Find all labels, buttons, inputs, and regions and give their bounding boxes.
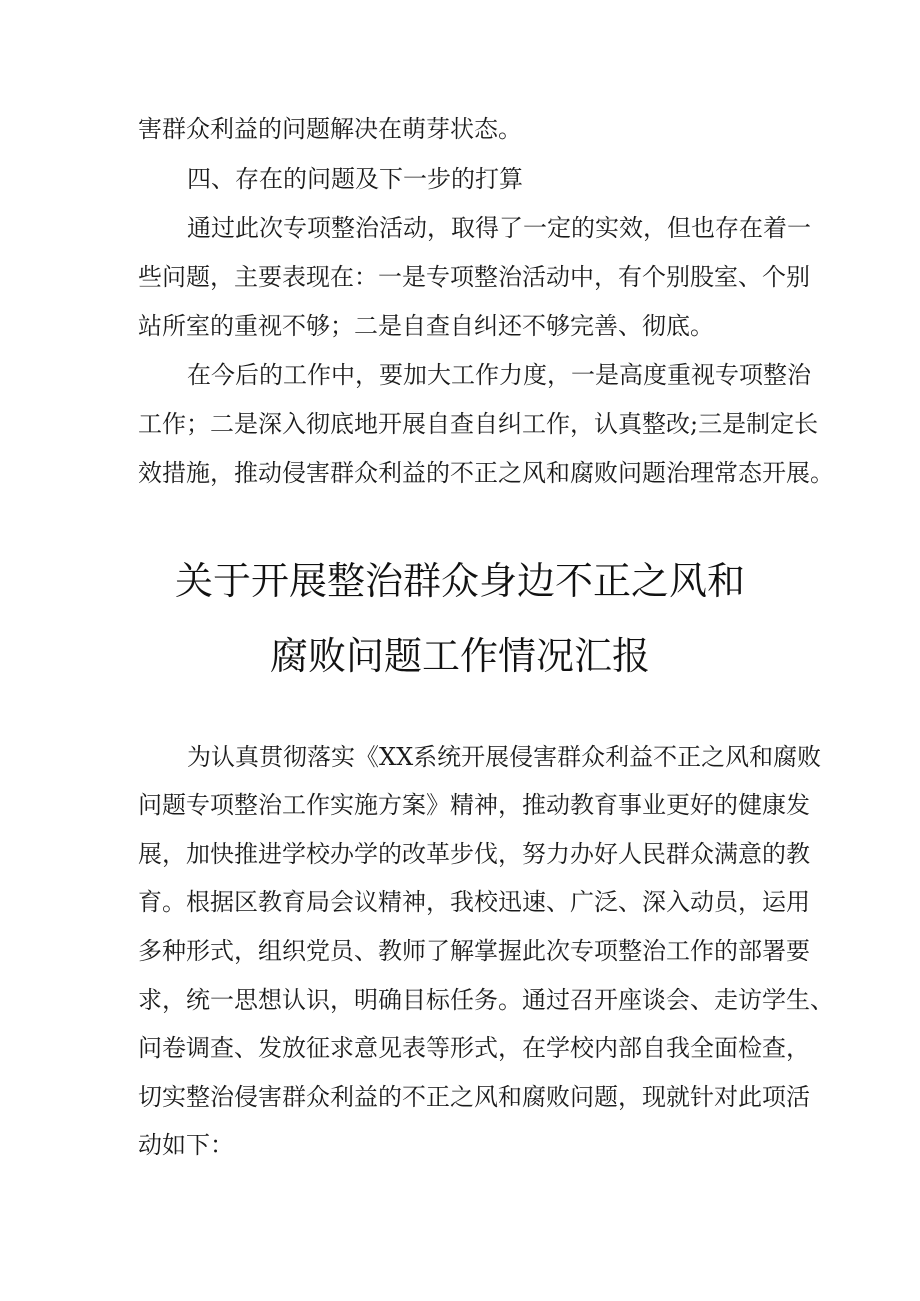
paragraph-line: 在今后的工作中，要加大工作力度，一是高度重视专项整治 [187,361,811,389]
paragraph-line: 求，统一思想认识，明确目标任务。通过召开座谈会、走访学生、 [138,986,834,1014]
section-heading: 四、存在的问题及下一步的打算 [187,165,523,193]
paragraph-line: 展，加快推进学校办学的改革步伐，努力办好人民群众满意的教 [138,840,810,868]
paragraph-line: 为认真贯彻落实《XX系统开展侵害群众利益不正之风和腐败 [187,743,822,771]
paragraph-line: 工作；二是深入彻底地开展自查自纠工作，认真整改;三是制定长 [138,410,819,438]
paragraph-line: 害群众利益的问题解决在萌芽状态。 [138,115,522,143]
paragraph-line: 切实整治侵害群众利益的不正之风和腐败问题，现就针对此项活 [138,1083,810,1111]
report-title-line-2: 腐败问题工作情况汇报 [269,634,650,678]
report-title-line-1: 关于开展整治群众身边不正之风和 [174,559,745,603]
paragraph-line: 问题专项整治工作实施方案》精神，推动教育事业更好的健康发 [138,791,810,819]
paragraph-line: 站所室的重视不够；二是自查自纠还不够完善、彻底。 [138,312,714,340]
paragraph-line: 效措施，推动侵害群众利益的不正之风和腐败问题治理常态开展。 [138,459,834,487]
paragraph-line: 动如下： [138,1131,234,1159]
paragraph-line: 通过此次专项整治活动，取得了一定的实效，但也存在着一 [187,214,811,242]
paragraph-line: 问卷调查、发放征求意见表等形式，在学校内部自我全面检查， [138,1034,810,1062]
paragraph-line: 些问题，主要表现在：一是专项整治活动中，有个别股室、个别 [138,263,810,291]
paragraph-line: 多种形式，组织党员、教师了解掌握此次专项整治工作的部署要 [138,937,810,965]
paragraph-line: 育。根据区教育局会议精神，我校迅速、广泛、深入动员，运用 [138,888,810,916]
